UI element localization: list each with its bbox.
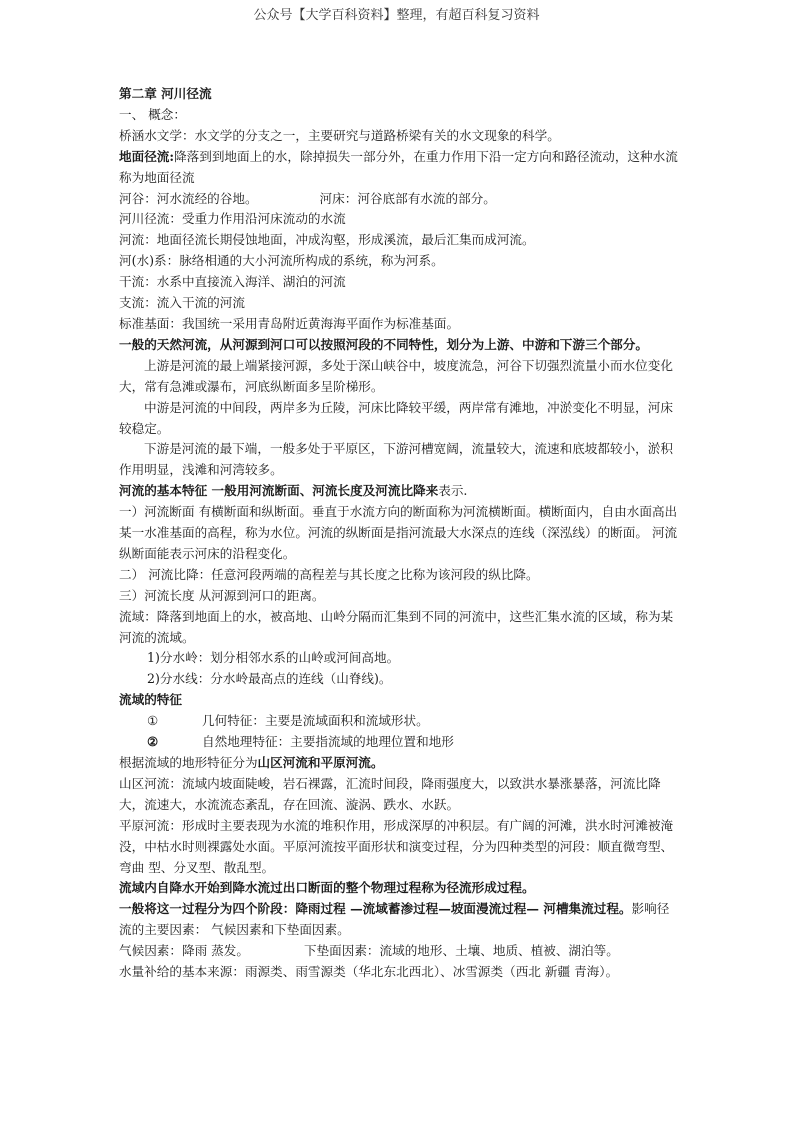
paragraph-zhiliu: 支流：流入干流的河流: [119, 295, 245, 311]
paragraph-xingcheng: 流域内自降水开始到降水流过出口断面的整个物理过程称为径流形成过程。: [119, 880, 535, 896]
list-item-geographic: [119, 732, 679, 753]
heading-tezheng: 河流的基本特征 一般用河流断面、河流长度及河流比降来: [119, 483, 439, 499]
paragraph-shanqu: 山区河流：流域内坡面陡峻，岩石裸露，汇流时间段，降雨强度大，以致洪水暴涨暴落，河流比降大，流速大，水流流态紊乱，存在回流、漩涡、跌水、水跃。: [119, 775, 661, 812]
paragraph-qiaohan: 桥涵水文学：水文学的分支之一，主要研究与道路桥梁有关的水文现象的科学。: [119, 127, 560, 143]
list-text-2: 自然地理特征：主要指流域的地理位置和地形: [202, 734, 454, 750]
paragraph-ganliu: 干流：水系中直接流入海洋、湖泊的河流: [119, 274, 346, 290]
page-header: 公众号【大学百科资料】整理，有超百科复习资料: [253, 8, 540, 23]
definition-hegu: 河谷：河水流经的谷地。: [119, 190, 258, 206]
genju-bold: 山区河流和平原河流。: [257, 755, 384, 770]
section-heading: 一、 概念：: [119, 106, 186, 122]
paragraph-fenshuiling: 1)分水岭：划分相邻水系的山岭或河间高地。: [147, 650, 400, 666]
paragraph-changdu: 三）河流长度 从河源到河口的距离。: [119, 587, 325, 603]
document-body: [119, 84, 679, 983]
factor-qihou: 气候因素：降雨 蒸发。: [119, 943, 249, 959]
genju-text: 根据流域的地形特征分为: [119, 755, 258, 770]
factor-xiadianmian: 下垫面因素：流域的地形、土壤、地质、植被、湖泊等。: [303, 943, 619, 959]
paragraph-genju: [119, 753, 679, 774]
chapter-title: 第二章 河川径流: [119, 86, 212, 101]
definition-hechuang: 河床：河谷底部有水流的部分。: [319, 190, 496, 206]
paragraph-tianran: 一般的天然河流，从河源到河口可以按照河段的不同特性，划分为上游、中游和下游三个部分。: [119, 336, 648, 352]
paragraph-duanmian: 一）河流断面 有横断面和纵断面。垂直于水流方向的断面称为河流横断面。横断面内，自由水面高出某一水准基面的高程，称为水位。河流的纵断面是指河流最大水深点的连线（深泓线）的断面。 河流纵断面能表示河床的沿程变化。: [119, 504, 678, 561]
paragraph-tezheng: [119, 481, 679, 502]
list-marker-2: ②: [147, 734, 159, 750]
paragraph-jieduan: [119, 899, 679, 941]
paragraph-biaozhun: 标准基面：我国统一采用青岛附近黄海海平面作为标准基面。: [119, 315, 460, 331]
jieduan-tail: 影响径流的主要因素： 气候因素和下垫面因素。: [119, 901, 670, 938]
paragraph-zhongyou: 中游是河流的中间段，两岸多为丘陵，河床比降较平缓，两岸常有滩地，冲淤变化不明显，河床较稳定。: [119, 399, 673, 436]
paragraph-shuiliang: 水量补给的基本来源：雨源类、雨雪源类（华北东北西北）、冰雪源类（西北 新疆 青海）。: [119, 964, 619, 980]
paragraph-shuixi: 河(水)系：脉络相通的大小河流所构成的系统，称为河系。: [119, 253, 444, 269]
paragraph-xiayou: 下游是河流的最下端，一般多处于平原区，下游河槽宽阔，流量较大，流速和底坡都较小，淤积作用明显，浅滩和河湾较多。: [119, 441, 673, 478]
list-text-1: 几何特征：主要是流域面积和流域形状。: [202, 713, 429, 729]
definition-dimian: 降落到到地面上的水，除掉损失一部分外，在重力作用下沿一定方向和路径流动，这种水流称为地面径流: [119, 148, 678, 185]
heading-liuyutezheng: 流域的特征: [119, 692, 182, 708]
paragraph-heliu: 河流：地面径流长期侵蚀地面，冲成沟壑，形成溪流，最后汇集而成河流。: [119, 232, 535, 248]
paragraph-hegu-hechuang: [119, 189, 679, 210]
paragraph-dimian: [119, 147, 679, 189]
paragraph-liuyu: 流域：降落到地面上的水，被高地、山岭分隔而汇集到不同的河流中，这些汇集水流的区域，称为某河流的流域。: [119, 608, 674, 645]
paragraph-bijiang: 二） 河流比降：任意河段两端的高程差与其长度之比称为该河段的纵比降。: [119, 566, 539, 582]
list-item-geometric: [119, 711, 679, 732]
paragraph-fenshuixian: 2)分水线：分水岭最高点的连线（山脊线)。: [147, 671, 392, 687]
jieduan-bold: 一般将这一过程分为四个阶段：降雨过程 —流域蓄渗过程—坡面漫流过程— 河槽集流过程。: [119, 901, 632, 917]
paragraph-shangyou: 上游是河流的最上端紧接河源，多处于深山峡谷中，坡度流急，河谷下切强烈流量小而水位变化大，常有急滩或瀑布，河底纵断面多呈阶梯形。: [119, 357, 673, 394]
paragraph-hechuanjingliu: 河川径流：受重力作用沿河床流动的水流: [119, 211, 346, 227]
term-dimian: 地面径流:: [119, 148, 175, 164]
paragraph-factors: [119, 941, 679, 962]
paragraph-pingyuan: 平原河流：形成时主要表现为水流的堆积作用，形成深厚的冲积层。有广阔的河滩，洪水时河滩被淹没，中枯水时则裸露处水面。平原河流按平面形状和演变过程，分为四种类型的河段：顺直微弯型、弯曲 型、分叉型、散乱型。: [119, 817, 674, 875]
tezheng-tail: 表示.: [438, 483, 468, 499]
list-marker-1: ①: [147, 713, 159, 729]
